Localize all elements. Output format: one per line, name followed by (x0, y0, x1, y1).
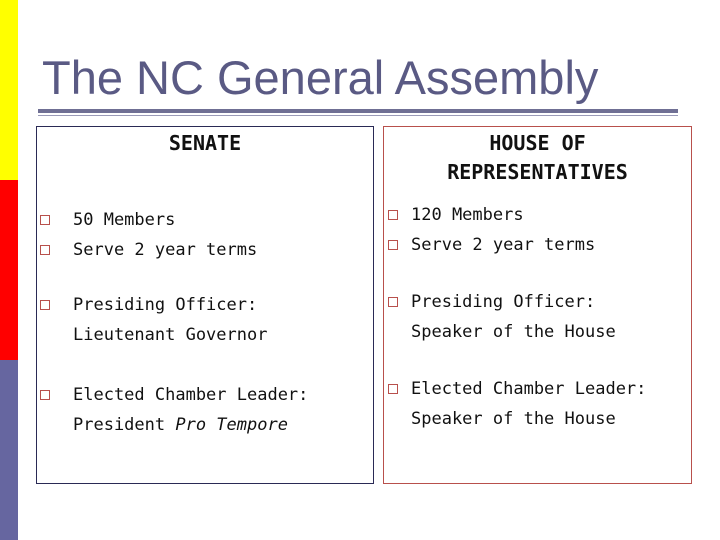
house-heading-line1: HOUSE OF (489, 131, 586, 155)
square-bullet-icon (40, 390, 50, 400)
square-bullet-icon (388, 210, 398, 220)
list-item-text: 50 Members (73, 210, 176, 230)
house-item-terms (384, 231, 595, 261)
senate-heading: SENATE (168, 131, 242, 155)
accent-stripe-blue (0, 360, 18, 540)
accent-stripe-yellow (0, 0, 18, 180)
house-item-presiding-officer (384, 288, 616, 347)
square-bullet-icon (388, 384, 398, 394)
accent-stripe-red (0, 180, 18, 360)
list-item-text-prefix: President (73, 414, 176, 435)
square-bullet-icon (40, 245, 50, 255)
list-item-text: Presiding Officer: (73, 295, 258, 315)
square-bullet-icon (388, 240, 398, 250)
list-item-text-italic: Pro Tempore (175, 414, 288, 435)
square-bullet-icon (388, 297, 398, 307)
square-bullet-icon (40, 215, 50, 225)
senate-panel (36, 126, 374, 484)
list-item-text (73, 411, 308, 441)
senate-item-terms (37, 236, 257, 266)
slide-title: The NC General Assembly (42, 51, 599, 104)
list-item-text: Presiding Officer: (411, 292, 596, 312)
list-item-text: Elected Chamber Leader: (73, 385, 309, 405)
list-item-text: Serve 2 year terms (73, 240, 258, 260)
title-underline-thin (38, 115, 678, 116)
house-heading-line2: REPRESENTATIVES (447, 160, 628, 184)
house-item-chamber-leader (384, 375, 646, 434)
list-item-text: Speaker of the House (411, 321, 616, 342)
list-item-text: Speaker of the House (411, 408, 616, 429)
list-item-text: Elected Chamber Leader: (411, 379, 647, 399)
square-bullet-icon (40, 300, 50, 310)
list-item-text: 120 Members (411, 205, 524, 225)
list-item-text: Serve 2 year terms (411, 235, 596, 255)
house-item-members (384, 201, 524, 231)
list-item-text: Lieutenant Governor (73, 324, 268, 345)
house-panel (383, 126, 692, 484)
senate-item-chamber-leader (37, 381, 308, 440)
senate-item-presiding-officer (37, 291, 267, 350)
title-underline (38, 109, 678, 113)
house-heading (384, 129, 691, 187)
senate-item-members (37, 206, 175, 236)
